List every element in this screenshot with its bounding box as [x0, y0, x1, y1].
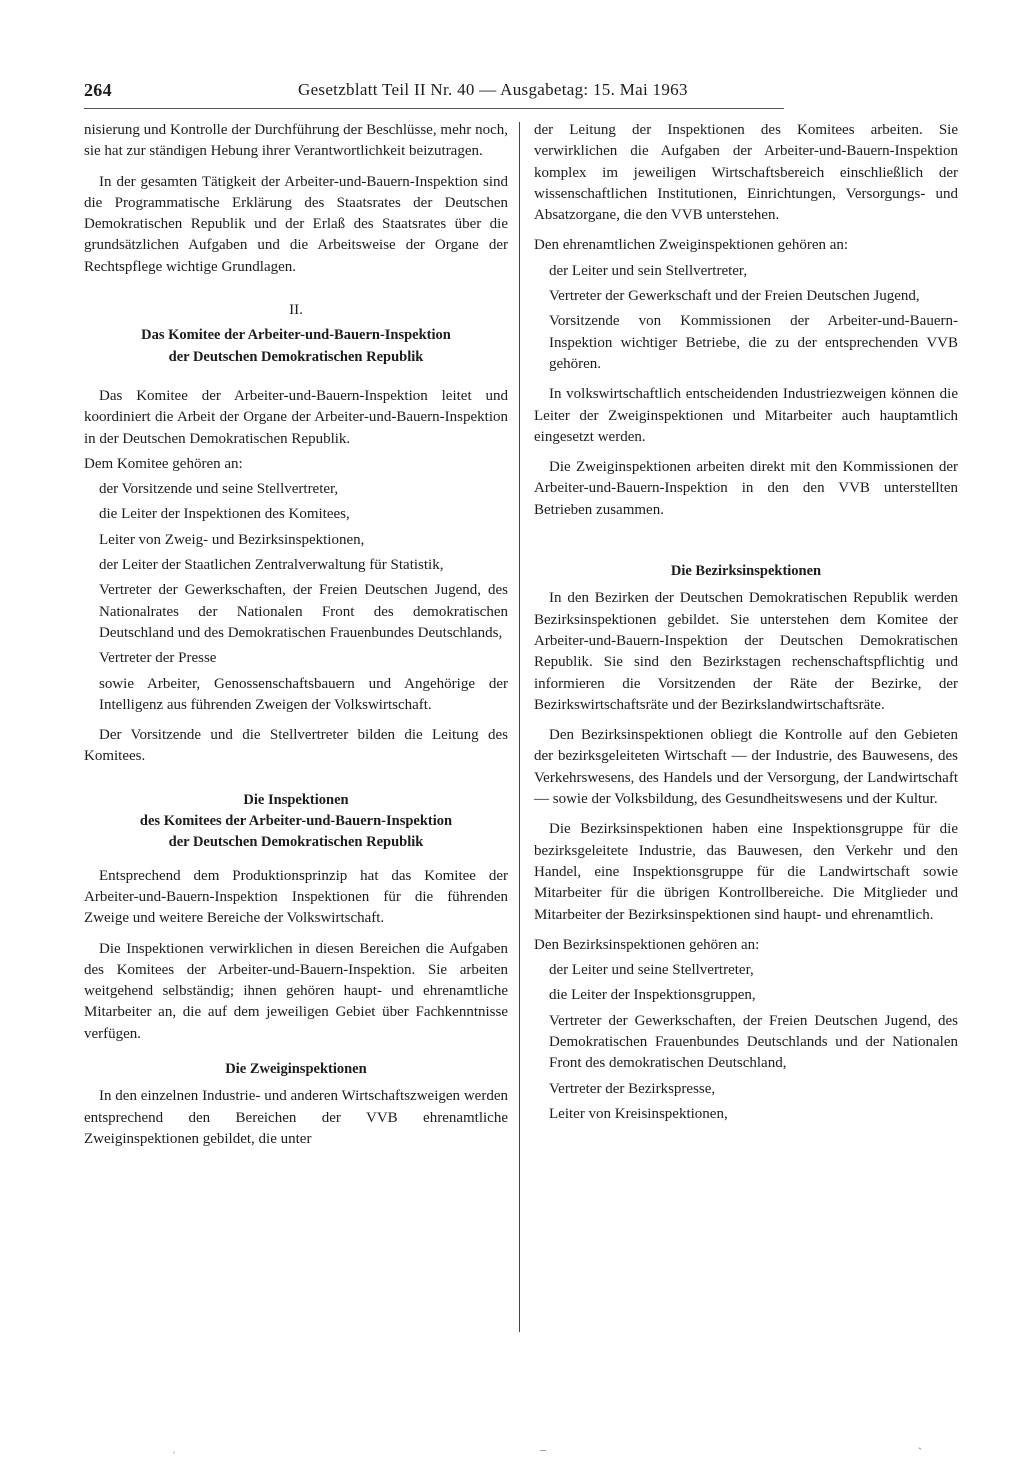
list-item: Vertreter der Gewerkschaften, der Freien Deutschen Jugend, des Demokratischen Frauenbundes Deutschlands und der Nationalen Front des demokratischen Deutschland, [549, 1012, 958, 1072]
running-title: Gesetzblatt Teil II Nr. 40 — Ausgabetag: 15. Mai 1963 [298, 80, 688, 99]
header-rule [84, 108, 784, 109]
section-heading: Die Bezirksinspektionen [670, 563, 822, 580]
list-item: Vorsitzende von Kommissionen der Arbeiter-und-Bauern-Inspektion wichtiger Betriebe, die zu der entsprechenden VVB gehören. [549, 313, 958, 372]
list-item: Vertreter der Gewerkschaften, der Freien Deutschen Jugend, des Nationalrates der Nationalen Front des demokratischen Deutschland und des Demokratischen Frauenbundes Deutschlands, [99, 582, 508, 641]
list-item: Vertreter der Presse [99, 650, 217, 667]
paragraph: Den Bezirksinspektionen gehören an: [534, 936, 760, 953]
paragraph: In der gesamten Tätigkeit der Arbeiter-und-Bauern-Inspektion sind die Programmatische Erklärung des Staatsrates der Deutschen Demokratischen Republik und der Erlaß des Staatsrates über die grundsätzlichen Aufgaben und die Arbeitsweise der Organe der Rechtspflege wichtige Grundlagen. [84, 173, 508, 275]
member-list [534, 261, 958, 375]
scan-specks: ˌ ‒ ˎ [172, 1436, 922, 1456]
paragraph: nisierung und Kontrolle der Durchführung der Beschlüsse, mehr noch, sie hat zur ständigen Hebung ihrer Verantwortlichkeit beizutragen. [84, 122, 508, 160]
list-item: Leiter von Zweig- und Bezirksinspektionen, [99, 531, 365, 548]
member-list [534, 960, 958, 1125]
paragraph: In den einzelnen Industrie- und anderen Wirtschaftszweigen werden entsprechend den Bereichen der VVB ehrenamtliche Zweiginspektionen gebildet, die unter [84, 1088, 508, 1147]
paragraph: Die Bezirksinspektionen haben eine Inspektionsgruppe für die bezirksgeleitete Industrie, das Bauwesen, den Verkehr und den Handel, eine Inspektionsgruppe für die Landwirtschaft sowie Mitarbeiter für die übrigen Kontrollbereiche. Die Mitglieder und Mitarbeiter der Bezirksinspektionen sind haupt- und ehrenamtlich. [534, 821, 958, 923]
paragraph: In volkswirtschaftlich entscheidenden Industriezweigen können die Leiter der Zweiginspektionen und Mitarbeiter auch hauptamtlich eingesetzt werden. [534, 386, 958, 445]
paragraph: In den Bezirken der Deutschen Demokratischen Republik werden Bezirksinspektionen gebildet. Sie unterstehen dem Komitee der Arbeiter-und-Bauern-Inspektion der Deutschen Demokratischen Republik. Sie sind den Bezirkstagen rechenschaftspflichtig und informieren die Vorsitzenden der Räte der Bezirke, der Bezirkswirtschaftsräte und der Bezirkslandwirtschaftsräte. [534, 590, 958, 713]
section-numeral: II. [289, 302, 303, 319]
member-list [84, 479, 508, 716]
list-item: Vertreter der Bezirkspresse, [549, 1080, 716, 1097]
section-heading: des Komitees der Arbeiter-und-Bauern-Inspektion [139, 813, 453, 830]
paragraph: Entsprechend dem Produktionsprinzip hat das Komitee der Arbeiter-und-Bauern-Inspektion Inspektionen für die führenden Zweige und weitere Bereiche der Volkswirtschaft. [84, 867, 508, 927]
paragraph: Dem Komitee gehören an: [84, 455, 243, 472]
paragraph: Die Inspektionen verwirklichen in diesen Bereichen die Aufgaben des Komitees der Arbeiter-und-Bauern-Inspektion. Sie arbeiten weitgehend selbständig; ihnen gehören haupt- und ehrenamtliche Mitarbeiter an, die auf dem jeweiligen Gebiet über Fachkenntnisse verfügen. [84, 940, 508, 1042]
page-number: 264 [84, 80, 112, 100]
page-header [84, 76, 784, 106]
paragraph: Das Komitee der Arbeiter-und-Bauern-Inspektion leitet und koordiniert die Arbeit der Organe der Arbeiter-und-Bauern-Inspektion in der Deutschen Demokratischen Republik. [84, 387, 508, 447]
column-divider [519, 122, 520, 1332]
list-item: Vertreter der Gewerkschaft und der Freien Deutschen Jugend, [549, 288, 920, 305]
paragraph: Den Bezirksinspektionen obliegt die Kontrolle auf den Gebieten der bezirksgeleiteten Wirtschaft — der Industrie, des Bauwesens, des Verkehrswesens, des Handels und der Versorgung, der Landwirtschaft — sowie der Volksbildung, des Gesundheitswesens und der Kultur. [534, 727, 958, 808]
list-item: Leiter von Kreisinspektionen, [549, 1105, 728, 1122]
paragraph: Den ehrenamtlichen Zweiginspektionen gehören an: [534, 237, 849, 254]
section-heading: der Deutschen Demokratischen Republik [168, 834, 424, 851]
section-heading: Das Komitee der Arbeiter-und-Bauern-Inspektion [141, 327, 451, 344]
list-item: der Vorsitzende und seine Stellvertreter, [99, 481, 339, 498]
paragraph: Die Zweiginspektionen arbeiten direkt mit den Kommissionen der Arbeiter-und-Bauern-Inspektion in den den VVB unterstellten Betrieben zusammen. [534, 459, 958, 518]
list-item: der Leiter und seine Stellvertreter, [549, 962, 754, 979]
right-column [534, 120, 958, 1134]
section-heading: Die Zweiginspektionen [225, 1060, 367, 1077]
paragraph: Der Vorsitzende und die Stellvertreter bilden die Leitung des Komitees. [84, 727, 508, 765]
list-item: die Leiter der Inspektionen des Komitees, [99, 506, 350, 523]
section-heading: der Deutschen Demokratischen Republik [168, 348, 424, 365]
section-heading: Die Inspektionen [243, 791, 349, 808]
paragraph: der Leitung der Inspektionen des Komitees arbeiten. Sie verwirklichen die Aufgaben der Arbeiter-und-Bauern-Inspektion komplex im jeweiligen Wirtschaftsbereich einschließlich der wissenschaftlichen Institutionen, Einrichtungen, Versorgungs- und Absatzorgane, die den VVB unterstehen. [534, 122, 958, 224]
list-item: der Leiter und sein Stellvertreter, [549, 262, 748, 279]
left-column [84, 120, 508, 1159]
list-item: die Leiter der Inspektionsgruppen, [549, 987, 756, 1004]
list-item: sowie Arbeiter, Genossenschaftsbauern und Angehörige der Intelligenz aus führenden Zweigen der Volkswirtschaft. [99, 675, 508, 713]
list-item: der Leiter der Staatlichen Zentralverwaltung für Statistik, [99, 557, 444, 574]
